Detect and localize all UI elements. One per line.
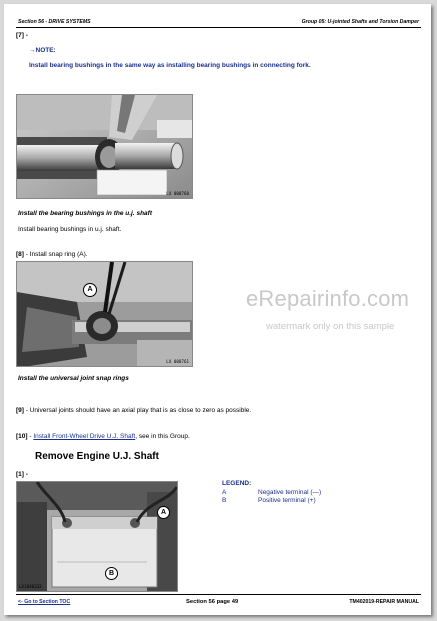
header-section: Section 56 - DRIVE SYSTEMS <box>18 19 91 25</box>
step10-label: [10] <box>16 433 28 440</box>
watermark-note: watermark only on this sample <box>266 321 395 332</box>
step10-line <box>16 433 190 440</box>
header-group: Group 05: U-jointed Shafts and Torsion Damper <box>301 19 419 25</box>
install-front-wheel-drive-link[interactable]: Install Front-Wheel Drive U.J. Shaft <box>33 433 136 440</box>
legend-value-a: Negative terminal (—) <box>258 489 322 496</box>
step9-text: - Universal joints should have an axial play that is as close to zero as possible. <box>25 407 252 414</box>
watermark-brand: eRepairinfo.com <box>246 286 410 311</box>
snap-ring-photo <box>16 261 193 367</box>
step8-line <box>16 251 88 258</box>
legend-title: LEGEND: <box>222 480 252 487</box>
bearing-bushings-photo <box>16 94 193 199</box>
step8-label: [8] <box>16 251 24 258</box>
footer-rule <box>16 594 421 595</box>
legend-key-b: B <box>222 497 227 504</box>
callout-a: A <box>83 283 97 297</box>
step7-body: Install bearing bushings in u.j. shaft. <box>18 226 122 233</box>
step10-dash: - <box>29 433 32 440</box>
photo-code: LX 000761 <box>166 359 189 364</box>
step10-text: , see in this Group. <box>135 433 190 440</box>
note-text: Install bearing bushings in the same way as installing bearing bushings in connecting fork. <box>29 62 311 69</box>
footer-manual: TM402019-REPAIR MANUAL <box>349 599 419 605</box>
legend-value-b: Positive terminal (+) <box>258 497 316 504</box>
photo-code: LX1040333 <box>19 584 42 589</box>
step8-caption: Install the universal joint snap rings <box>18 375 129 382</box>
step1-label: [1] - <box>16 471 28 478</box>
engine-battery-photo <box>16 481 178 592</box>
step7-caption: Install the bearing bushings in the u.j. shaft <box>18 210 152 217</box>
step8-text: - Install snap ring (A). <box>25 251 88 258</box>
step9-line <box>16 407 251 414</box>
manual-page <box>4 4 431 615</box>
callout-b: B <box>105 567 118 580</box>
photo-code: LX 000760 <box>166 191 189 196</box>
note-label: →NOTE: <box>29 47 56 54</box>
callout-a: A <box>157 506 170 519</box>
footer-page: Section 56 page 49 <box>186 599 239 605</box>
legend-key-a: A <box>222 489 227 496</box>
go-to-section-toc-link[interactable]: <- Go to Section TOC <box>18 599 71 605</box>
header-rule <box>16 27 421 28</box>
step9-label: [9] <box>16 407 24 414</box>
step7-label: [7] - <box>16 32 28 39</box>
section-title: Remove Engine U.J. Shaft <box>35 451 159 462</box>
